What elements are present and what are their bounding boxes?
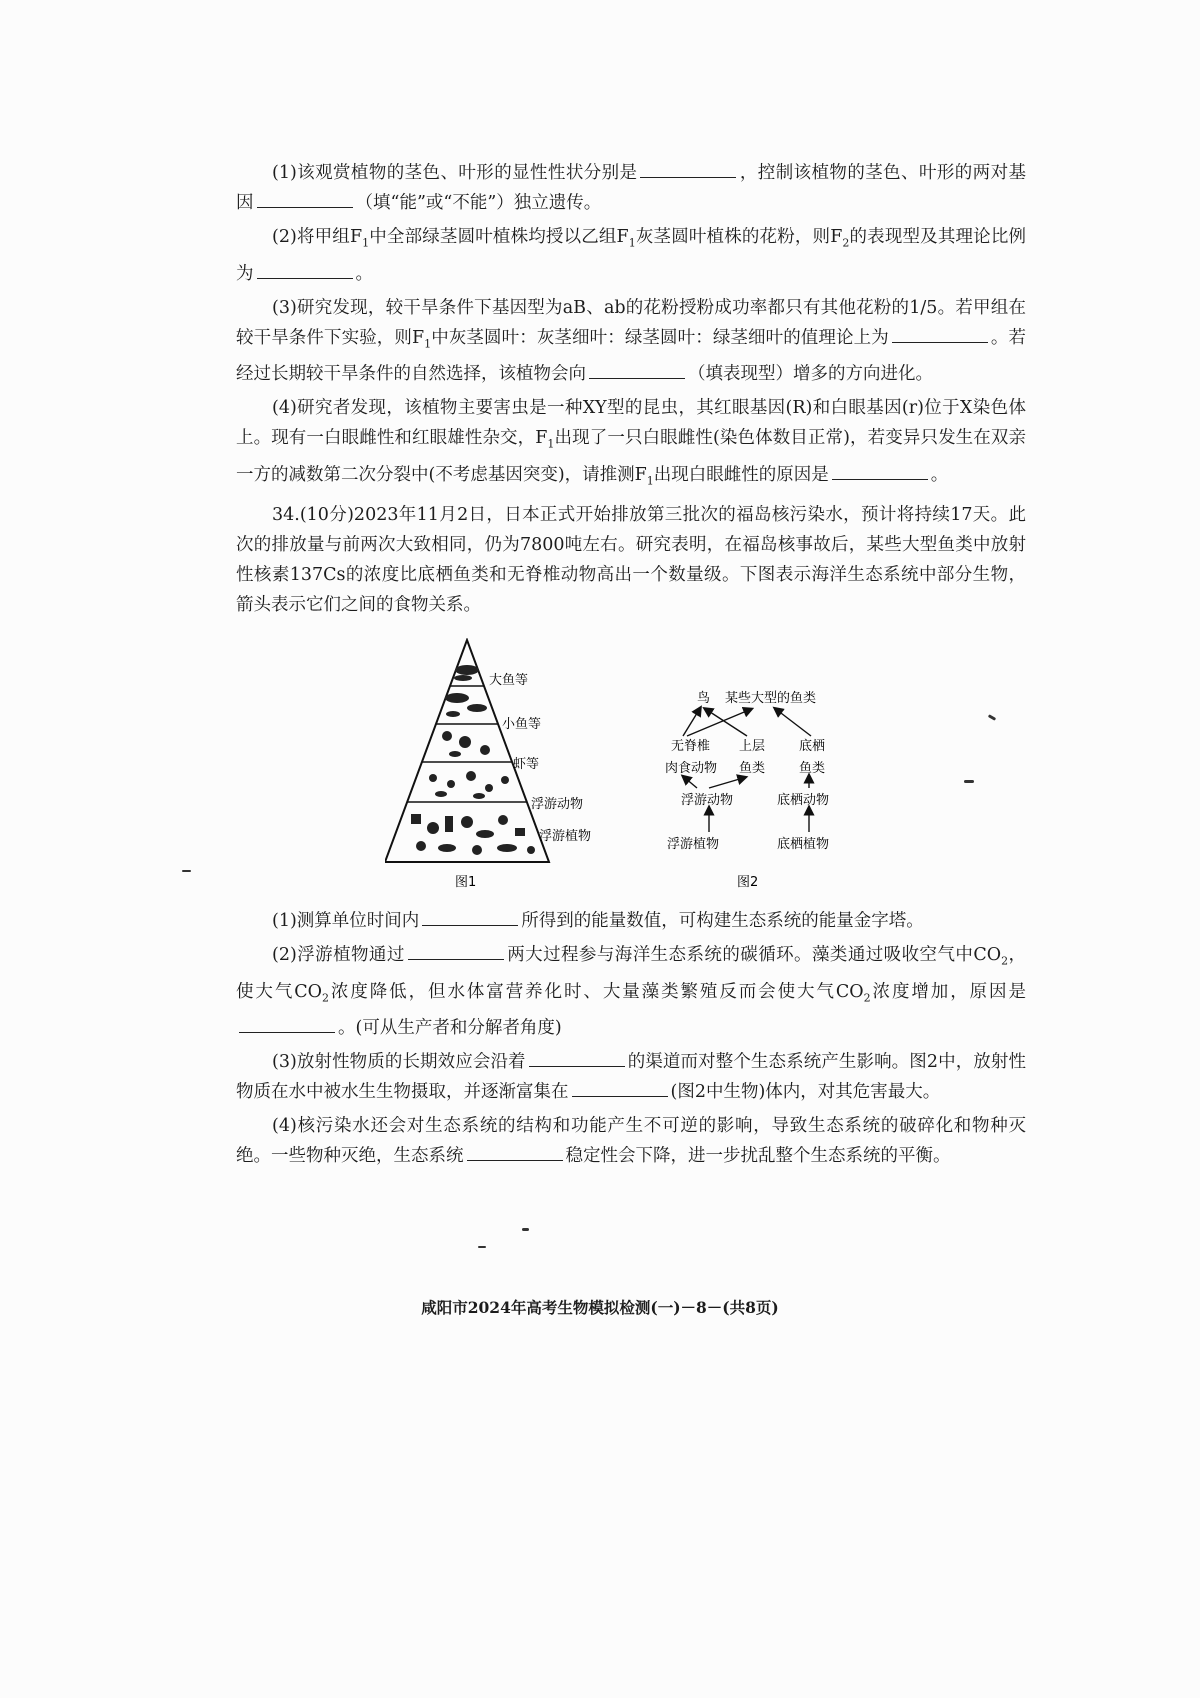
text: (1)该观赏植物的茎色、叶形的显性性状分别是 bbox=[272, 163, 638, 183]
text: 的表现型及其理论比例为 bbox=[236, 227, 1026, 284]
figure-1-pyramid bbox=[385, 640, 591, 890]
level-label-shrimp: 虾等 bbox=[513, 757, 540, 772]
text: 中灰茎圆叶：灰茎细叶：绿茎圆叶：绿茎细叶的值理论上为 bbox=[431, 327, 889, 348]
node-zooplankton: 浮游动物 bbox=[681, 793, 734, 808]
q33-part2 bbox=[236, 222, 1026, 289]
text: 所得到的能量数值，可构建生态系统的能量金字塔。 bbox=[521, 911, 924, 931]
answer-blank bbox=[529, 1048, 625, 1067]
scan-speck bbox=[964, 780, 974, 783]
answer-blank bbox=[257, 189, 353, 208]
text: (4)研究者发现，该植物主要害虫是一种XY型的昆虫，其红眼基因(R)和白眼基因(r)位于X染色体上。现有一白眼雌性和红眼雄性杂交，F bbox=[236, 398, 1026, 448]
subscript: 1 bbox=[547, 437, 555, 451]
text: 浓度增加，原因是 bbox=[870, 981, 1026, 1002]
text: 出现了一只白眼雌性(染色体数目正常)，若变异只发生在双亲一方的减数第二次分裂中(不考虑基因突变)，请推测F bbox=[236, 428, 1026, 485]
answer-blank bbox=[408, 941, 504, 960]
node-benthic-fish-line1: 底栖 bbox=[799, 739, 826, 754]
node-big-fish: 某些大型的鱼类 bbox=[725, 691, 817, 706]
subscript: 2 bbox=[322, 991, 329, 1004]
text: 。若经过长期较干旱条件的自然选择，该植物会向 bbox=[236, 327, 1027, 384]
text: （填“能”或“不能”）独立遗传。 bbox=[355, 193, 602, 213]
question-33-block bbox=[236, 158, 1026, 624]
figures-area bbox=[385, 638, 1025, 898]
answer-blank bbox=[892, 324, 988, 343]
q34-part1 bbox=[236, 906, 1026, 936]
answer-blank bbox=[239, 1014, 335, 1033]
node-upper-fish-line2: 鱼类 bbox=[739, 761, 766, 776]
answer-blank bbox=[467, 1142, 563, 1161]
text: 中全部绿茎圆叶植株均授以乙组F bbox=[369, 227, 629, 247]
answer-blank bbox=[572, 1078, 668, 1097]
text: 的渠道而对整个生态系统产生影响。图2中，放射性物质在水中被水生生物摄取，并逐渐富集在 bbox=[236, 1052, 1026, 1102]
node-benthic-plants: 底栖植物 bbox=[777, 837, 830, 852]
node-invertebrate-line2: 肉食动物 bbox=[665, 761, 718, 776]
text: (2)将甲组F bbox=[272, 227, 363, 247]
q33-part3 bbox=[236, 293, 1026, 390]
subscript: 2 bbox=[842, 236, 850, 250]
level-label-big-fish: 大鱼等 bbox=[489, 673, 529, 688]
text: (3)放射性物质的长期效应会沿着 bbox=[272, 1052, 526, 1072]
text: (2)浮游植物通过 bbox=[272, 945, 405, 965]
subscript: 1 bbox=[362, 236, 370, 250]
level-label-zooplankton: 浮游动物 bbox=[531, 797, 584, 812]
text: 。 bbox=[355, 263, 373, 284]
answer-blank bbox=[422, 907, 518, 926]
q34-intro: 34.(10分)2023年11月2日，日本正式开始排放第三批次的福岛核污染水，预计将持续17天。此次的排放量与前两次大致相同，仍为7800吨左右。研究表明，在福岛核事故后，某些大型鱼类中放射性核素137Cs的浓度比底栖鱼类和无脊椎动物高出一个数量级。下图表示海洋生态系统中部分生物，箭头表示它们之间的食物关系。 bbox=[236, 505, 1026, 615]
subscript: 1 bbox=[646, 474, 654, 487]
node-benthic-fish-line2: 鱼类 bbox=[799, 761, 826, 776]
answer-blank bbox=[640, 159, 736, 178]
text: 两大过程参与海洋生态系统的碳循环。藻类通过吸收空气中CO bbox=[506, 945, 1002, 965]
text: 灰茎圆叶植株的花粉，则F bbox=[635, 227, 843, 247]
answer-blank bbox=[589, 360, 685, 379]
text: 。(可从生产者和分解者角度) bbox=[338, 1018, 562, 1038]
node-invertebrate-line1: 无脊椎 bbox=[671, 739, 711, 754]
node-phytoplankton: 浮游植物 bbox=[667, 837, 720, 852]
text: (3)研究发现，较干旱条件下基因型为aB、ab的花粉授粉成功率都只有其他花粉的1/5。若甲组在较干旱条件下实验，则F bbox=[236, 297, 1026, 348]
q34-part4 bbox=[236, 1111, 1026, 1171]
subscript: 1 bbox=[628, 236, 636, 250]
scan-speck bbox=[522, 1228, 529, 1231]
figures-svg bbox=[385, 638, 1025, 898]
scan-speck bbox=[182, 870, 191, 872]
level-label-phytoplankton: 浮游植物 bbox=[539, 829, 592, 844]
answer-blank bbox=[257, 260, 353, 279]
text: 。 bbox=[930, 464, 949, 485]
node-bird: 鸟 bbox=[697, 691, 711, 706]
level-label-small-fish: 小鱼等 bbox=[502, 717, 542, 732]
figure-1-caption: 图1 bbox=[455, 875, 477, 890]
answer-blank bbox=[832, 461, 928, 480]
text: (1)测算单位时间内 bbox=[272, 911, 420, 931]
q33-part4 bbox=[236, 393, 1026, 496]
text: (图2中生物)体内，对其危害最大。 bbox=[670, 1082, 941, 1102]
q34-part2 bbox=[236, 940, 1026, 1043]
text: 稳定性会下降，进一步扰乱整个生态系统的平衡。 bbox=[565, 1146, 951, 1166]
figure-2-food-web bbox=[665, 690, 829, 890]
page-footer: 咸阳市2024年高考生物模拟检测(一)－8－(共8页) bbox=[421, 1298, 779, 1317]
text: ，控制该植物的茎色、叶形的两对基因 bbox=[236, 163, 1027, 213]
subscript: 2 bbox=[1001, 954, 1009, 968]
subscript: 2 bbox=[863, 991, 871, 1004]
node-upper-fish-line1: 上层 bbox=[739, 739, 766, 754]
figure-2-caption: 图2 bbox=[737, 875, 759, 890]
node-benthic-animals: 底栖动物 bbox=[777, 793, 830, 808]
text: 出现白眼雌性的原因是 bbox=[653, 464, 829, 485]
scan-speck bbox=[478, 1246, 486, 1248]
q34-part3 bbox=[236, 1047, 1026, 1107]
text: ，使大气CO bbox=[236, 945, 1026, 1002]
text: (4)核污染水还会对生态系统的结构和功能产生不可逆的影响，导致生态系统的破碎化和物种灭绝。一些物种灭绝，生态系统 bbox=[236, 1116, 1026, 1166]
subscript: 1 bbox=[424, 337, 432, 350]
text: 浓度降低，但水体富营养化时、大量藻类繁殖反而会使大气CO bbox=[329, 981, 864, 1002]
question-34-parts bbox=[236, 906, 1026, 1175]
text: （填表现型）增多的方向进化。 bbox=[688, 364, 933, 384]
q33-part1 bbox=[236, 158, 1026, 218]
